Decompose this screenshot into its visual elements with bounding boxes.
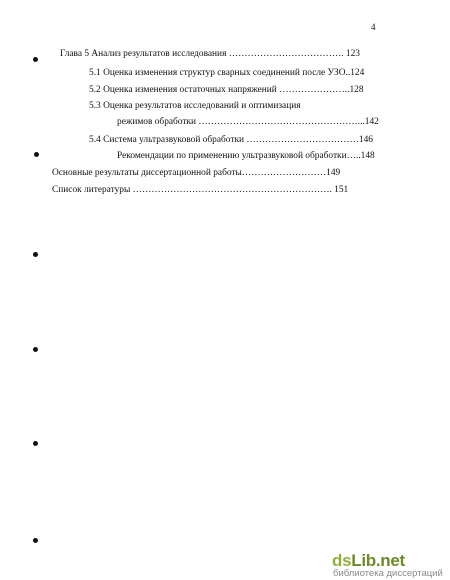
toc-entry-5-4: 5.4 Система ультразвуковой обработки ………………………………146	[89, 135, 373, 145]
toc-entry-main-results: Основные результаты диссертационной работы………………………149	[52, 168, 341, 178]
binder-hole-mark	[34, 152, 39, 157]
binder-hole-mark	[33, 347, 38, 352]
toc-entry-5-1: 5.1 Оценка изменения структур сварных соединений после УЗО..124	[89, 68, 365, 78]
binder-hole-mark	[33, 538, 38, 543]
toc-entry-chapter-5: Глава 5 Анализ результатов исследования ………………………………. 123	[60, 49, 360, 59]
watermark-caption: библиотека диссертаций	[333, 568, 443, 579]
binder-hole-mark	[33, 57, 38, 62]
page-number: 4	[371, 22, 376, 32]
toc-entry-references: Список литературы ………………………………………………………. 151	[52, 185, 349, 195]
watermark-logo-ds: ds	[332, 551, 352, 570]
binder-hole-mark	[33, 441, 38, 446]
toc-entry-recommendations: Рекомендации по применению ультразвуковой обработки…..148	[117, 151, 375, 161]
toc-entry-5-3: 5.3 Оценка результатов исследований и оптимизация	[89, 101, 301, 111]
dslib-watermark	[332, 551, 448, 579]
toc-entry-5-3-continued: режимов обработки ……………………………………………...142	[117, 117, 379, 127]
watermark-logo-lib: Lib.net	[351, 551, 405, 570]
binder-hole-mark	[33, 252, 38, 257]
toc-entry-5-2: 5.2 Оценка изменения остаточных напряжений …………………..128	[89, 85, 364, 95]
